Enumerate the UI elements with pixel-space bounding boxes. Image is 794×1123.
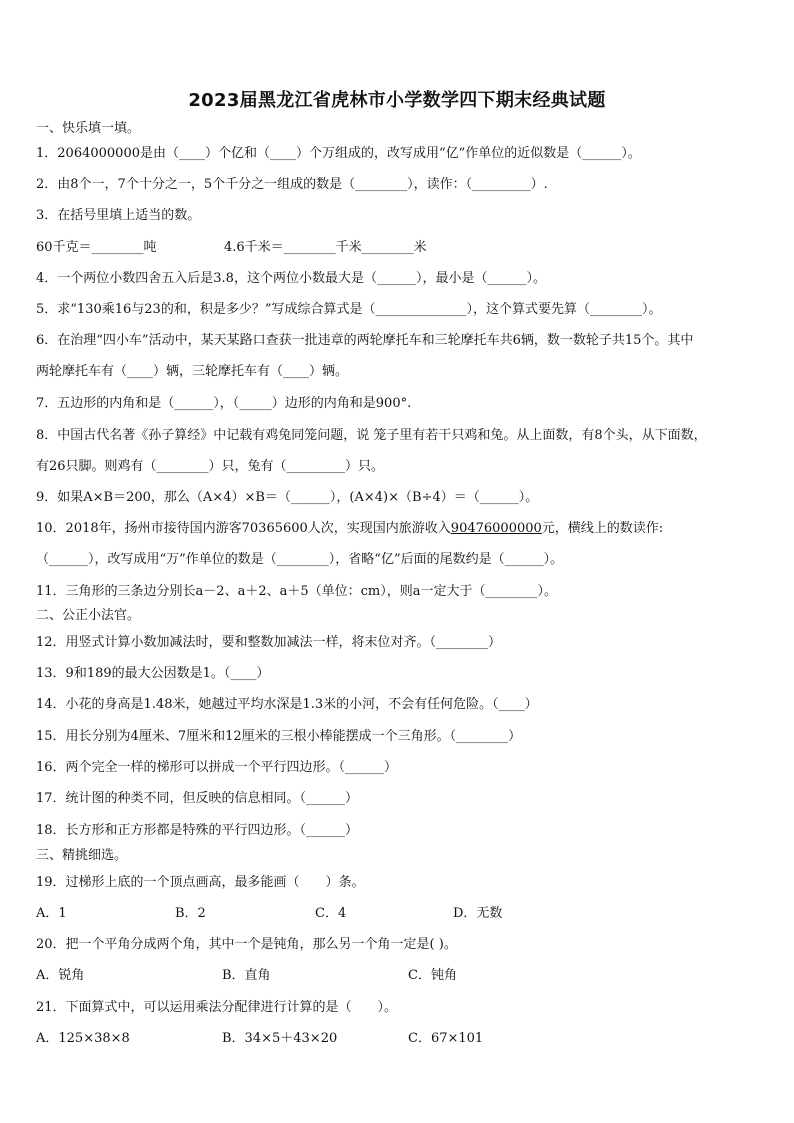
question-15: 15．用长分别为4厘米、7厘米和12厘米的三根小棒能摆成一个三角形。（________）: [36, 729, 522, 744]
question-3-item-a: [36, 239, 762, 257]
question-20-option-b[interactable]: B．直角: [222, 968, 271, 983]
section-heading-3: 三、精挑细选。: [36, 848, 128, 863]
question-1: 1．2064000000是由（____）个亿和（____）个万组成的，改写成用“亿”作单位的近似数是（______）。: [36, 146, 641, 161]
question-20-option-c[interactable]: C．钝角: [408, 968, 457, 983]
question-3-part-b: 4.6千米＝________千米________米: [224, 240, 427, 255]
question-14: 14．小花的身高是1.48米，她越过平均水深是1.3米的小河，不会有任何危险。（____）: [36, 697, 538, 712]
question-16: 16．两个完全一样的梯形可以拼成一个平行四边形。（______）: [36, 760, 398, 775]
question-19-option-c[interactable]: C．4: [315, 906, 347, 921]
question-3: 3．在括号里填上适当的数。: [36, 208, 201, 223]
question-10-text-a: 10．2018年，扬州市接待国内游客70365600人次，实现国内旅游收入: [36, 521, 451, 536]
question-6-line-2: 两轮摩托车有（____）辆，三轮摩托车有（____）辆。: [36, 364, 349, 379]
question-19-option-a[interactable]: A．1: [36, 906, 67, 921]
question-11: 11．三角形的三条边分别长a－2、a＋2、a＋5（单位：cm），则a一定大于（________）。: [36, 584, 557, 599]
question-8-line-1: 8．中国古代名著《孙子算经》中记载有鸡兔同笼问题，说 笼子里有若干只鸡和兔。从上面数，有8个头，从下面数，: [36, 428, 707, 443]
question-7: 7．五边形的内角和是（______），（_____）边形的内角和是900°.: [36, 396, 412, 411]
section-heading-1: 一、快乐填一填。: [36, 121, 141, 136]
question-4: 4．一个两位小数四舍五入后是3.8，这个两位小数最大是（______），最小是（______）。: [36, 271, 546, 286]
question-20: 20．把一个平角分成两个角，其中一个是钝角，那么另一个角一定是( )。: [36, 937, 457, 952]
question-20-option-a[interactable]: A．锐角: [36, 968, 85, 983]
question-17: 17．统计图的种类不同，但反映的信息相同。（______）: [36, 791, 359, 806]
question-6-line-1: 6．在治理“四小车”活动中，某天某路口查获一批违章的两轮摩托车和三轮摩托车共6辆，数一数轮子共15个。其中: [36, 333, 694, 348]
question-13: 13．9和189的最大公因数是1。（____）: [36, 666, 270, 681]
question-9: 9．如果A×B＝200，那么（A×4）×B＝（______），(A×4)×（B÷4）＝（______）。: [36, 490, 539, 505]
question-5: 5．求“130乘16与23的和，积是多少？”写成综合算式是（______________），这个算式要先算（________）。: [36, 302, 662, 317]
question-21-option-c[interactable]: C．67×101: [408, 1031, 484, 1046]
question-21-option-b[interactable]: B．34×5＋43×20: [222, 1031, 338, 1046]
question-19-option-b[interactable]: B．2: [175, 906, 206, 921]
question-10-text-b: 元，横线上的数读作:: [541, 521, 664, 536]
question-19-option-d[interactable]: D．无数: [453, 906, 503, 921]
question-21: 21．下面算式中，可以运用乘法分配律进行计算的是（ ）。: [36, 1000, 398, 1015]
question-12: 12．用竖式计算小数加减法时，要和整数加减法一样，将末位对齐。（________）: [36, 635, 502, 650]
question-10-underlined-number: 90476000000: [450, 521, 542, 536]
question-8-line-2: 有26只脚。则鸡有（________）只，兔有（_________）只。: [36, 459, 385, 474]
question-18: 18．长方形和正方形都是特殊的平行四边形。（______）: [36, 823, 359, 838]
question-10-line-2: （______），改写成用“万”作单位的数是（________），省略“亿”后面的尾数约是（______）。: [36, 552, 564, 567]
question-10-line-1: [36, 520, 762, 538]
question-3-part-a: 60千克＝________吨: [36, 240, 157, 255]
section-heading-2: 二、公正小法官。: [36, 608, 141, 623]
question-2: 2．由8个一，7个十分之一，5个千分之一组成的数是（________），读作：（_________）.: [36, 177, 548, 192]
question-19: 19．过梯形上底的一个顶点画高，最多能画（ ）条。: [36, 875, 365, 890]
page-title: 2023届黑龙江省虎林市小学数学四下期末经典试题: [188, 90, 606, 111]
question-21-option-a[interactable]: A．125×38×8: [36, 1031, 130, 1046]
